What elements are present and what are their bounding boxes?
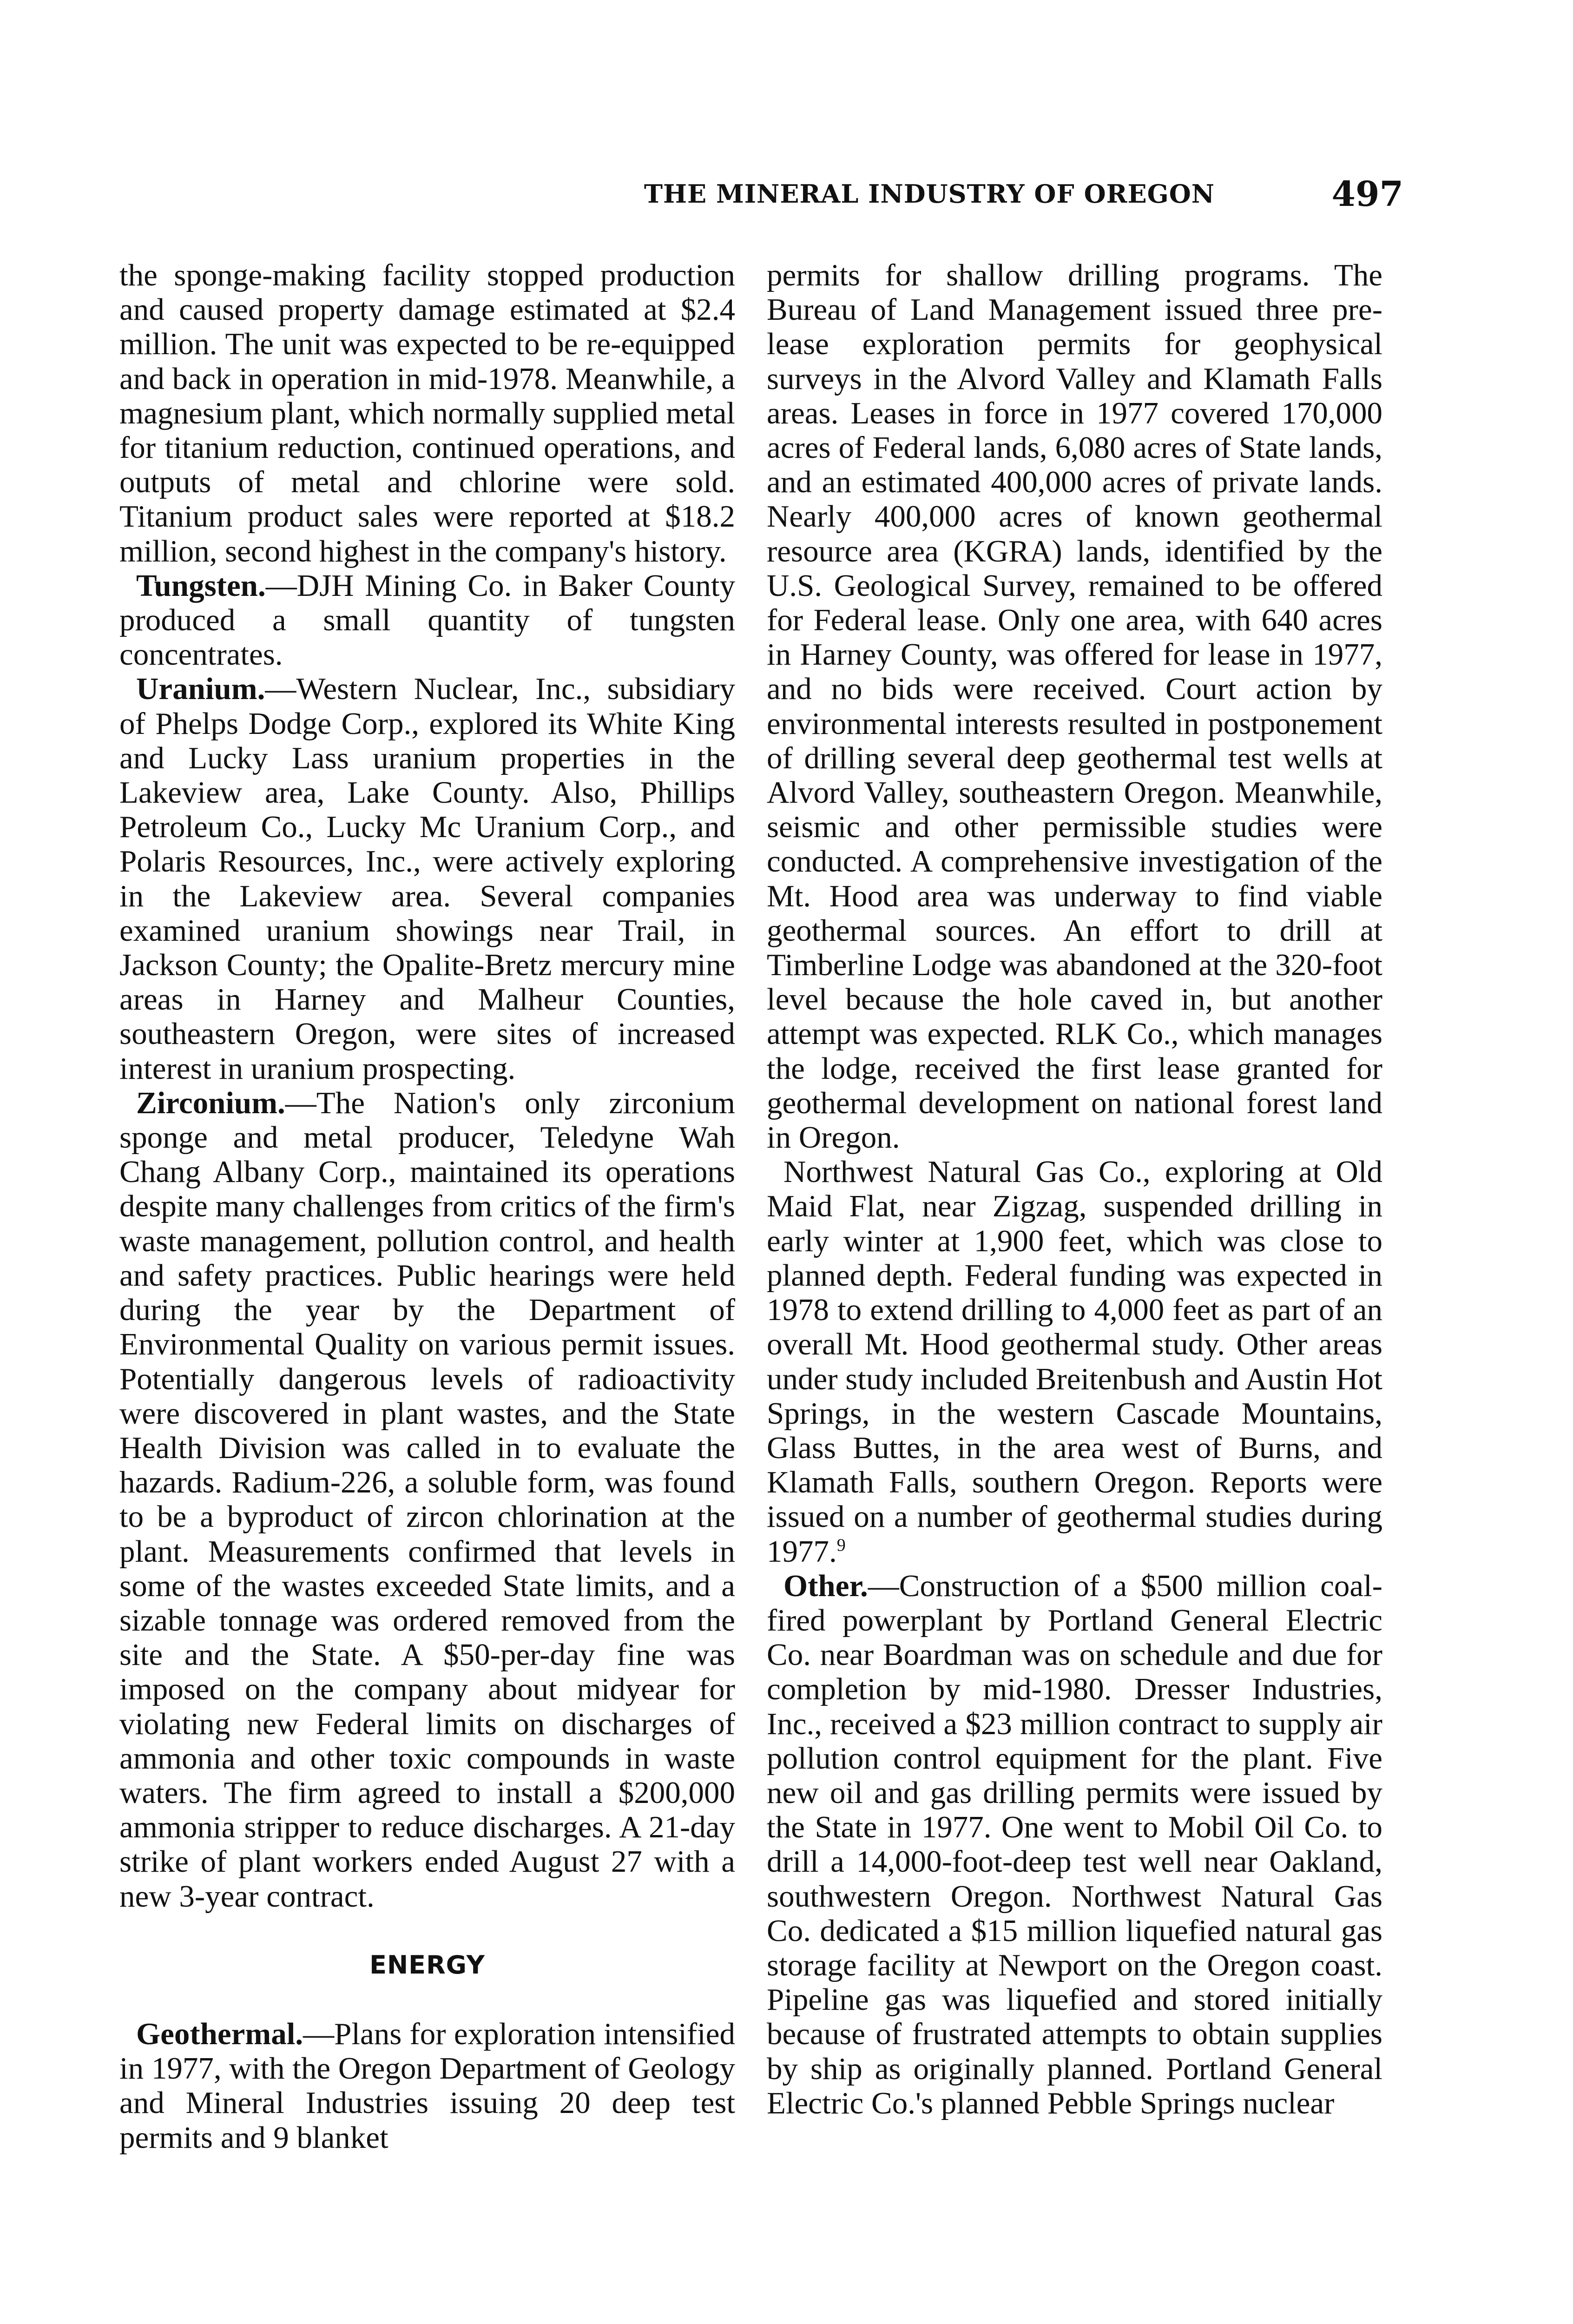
geothermal-text: —Plans for exploration intensified in 1977, with the Oregon Department of Geology and Mineral Industries issuing 20 deep test permits and 9 blanket <box>119 2016 735 2155</box>
footnote-reference: 9 <box>836 1535 846 1555</box>
other-heading: Other. <box>783 1568 868 1603</box>
tungsten-heading: Tungsten. <box>136 568 266 603</box>
other-paragraph <box>767 1569 1382 2120</box>
tungsten-text: —DJH Mining Co. in Baker County produced a small quantity of tungsten concentrates. <box>119 568 735 672</box>
uranium-text: —Western Nuclear, Inc., subsidiary of Phelps Dodge Corp., explored its White King and Lucky Lass uranium properties in the Lakeview area, Lake County. Also, Phillips Petroleum Co., Lucky Mc Uranium Corp., and Polaris Resources, Inc., were actively exploring in the Lakeview area. Several companies examined uranium showings near Trail, in Jackson County; the Opalite-Bretz mercury mine areas in Harney and Malheur Counties, southeastern Oregon, were sites of increased interest in uranium prospecting. <box>119 672 735 1086</box>
geothermal-heading: Geothermal. <box>136 2016 303 2051</box>
energy-section-heading: ENERGY <box>369 1950 485 1980</box>
other-text: —Construction of a $500 million coal-fired powerplant by Portland General Electric Co. near Boardman was on schedule and due for completion by mid-1980. Dresser Industries, Inc., received a $23 million contract to supply air pollution control equipment for the plant. Five new oil and gas drilling permits were issued by the State in 1977. One went to Mobil Oil Co. to drill a 14,000-foot-deep test well near Oakland, southwestern Oregon. Northwest Natural Gas Co. dedicated a $15 million liquefied natural gas storage facility at Newport on the Oregon coast. Pipeline gas was liquefied and stored initially because of frustrated attempts to obtain supplies by ship as originally planned. Portland General Electric Co.'s planned Pebble Springs nuclear <box>767 1568 1382 2120</box>
northwest-natural-gas-paragraph <box>767 1155 1382 1568</box>
zirconium-text: —The Nation's only zirconium sponge and metal producer, Teledyne Wah Chang Albany Corp., maintained its operations despite many challenges from critics of the firm's waste management, pollution control, and health and safety practices. Public hearings were held during the year by the Department of Environmental Quality on various permit issues. Potentially dangerous levels of radioactivity were discovered in plant wastes, and the State Health Division was called in to evaluate the hazards. Radium-226, a soluble form, was found to be a byproduct of zircon chlorination at the plant. Measurements confirmed that levels in some of the wastes exceeded State limits, and a sizable tonnage was ordered removed from the site and the State. A $50-per-day fine was imposed on the company about midyear for violating new Federal limits on discharges of ammonia and other toxic compounds in waste waters. The firm agreed to install a $200,000 ammonia stripper to reduce discharges. A 21-day strike of plant workers ended August 27 with a new 3-year contract. <box>119 1085 735 1914</box>
geothermal-paragraph <box>119 2017 735 2155</box>
running-title: THE MINERAL INDUSTRY OF OREGON <box>644 179 1215 209</box>
tungsten-paragraph <box>119 568 735 672</box>
page-number: 497 <box>1331 174 1403 214</box>
titanium-continuation-paragraph: the sponge-making facility stopped production and caused property damage estimated at $2.4 million. The unit was expected to be re-equipped and back in operation in mid-1978. Meanwhile, a magnesium plant, which normally supplied metal for titanium reduction, continued operations, and outputs of metal and chlorine were sold. Titanium product sales were reported at $18.2 million, second highest in the company's history. <box>119 258 735 568</box>
geothermal-continuation-paragraph: permits for shallow drilling programs. The Bureau of Land Management issued three pre-lease exploration permits for geophysical surveys in the Alvord Valley and Klamath Falls areas. Leases in force in 1977 covered 170,000 acres of Federal lands, 6,080 acres of State lands, and an estimated 400,000 acres of private lands. Nearly 400,000 acres of known geothermal resource area (KGRA) lands, identified by the U.S. Geological Survey, remained to be offered for Federal lease. Only one area, with 640 acres in Harney County, was offered for lease in 1977, and no bids were received. Court action by environmental interests resulted in postponement of drilling several deep geothermal test wells at Alvord Valley, southeastern Oregon. Meanwhile, seismic and other permissible studies were conducted. A comprehensive investigation of the Mt. Hood area was underway to find viable geothermal sources. An effort to drill at Timberline Lodge was abandoned at the 320-foot level because the hole caved in, but another attempt was expected. RLK Co., which manages the lodge, received the first lease granted for geothermal development on national forest land in Oregon. <box>767 258 1382 1155</box>
zirconium-heading: Zirconium. <box>136 1085 285 1120</box>
left-column <box>119 258 735 2155</box>
zirconium-paragraph <box>119 1086 735 1914</box>
uranium-heading: Uranium. <box>136 672 265 706</box>
uranium-paragraph <box>119 672 735 1085</box>
right-column <box>767 258 1382 2120</box>
northwest-natural-gas-text: Northwest Natural Gas Co., exploring at Old Maid Flat, near Zigzag, suspended drilling in early winter at 1,900 feet, which was close to planned depth. Federal funding was expected in 1978 to extend drilling to 4,000 feet as part of an overall Mt. Hood geothermal study. Other areas under study included Breitenbush and Austin Hot Springs, in the western Cascade Mountains, Glass Buttes, in the area west of Burns, and Klamath Falls, southern Oregon. Reports were issued on a number of geothermal studies during 1977. <box>767 1155 1382 1569</box>
